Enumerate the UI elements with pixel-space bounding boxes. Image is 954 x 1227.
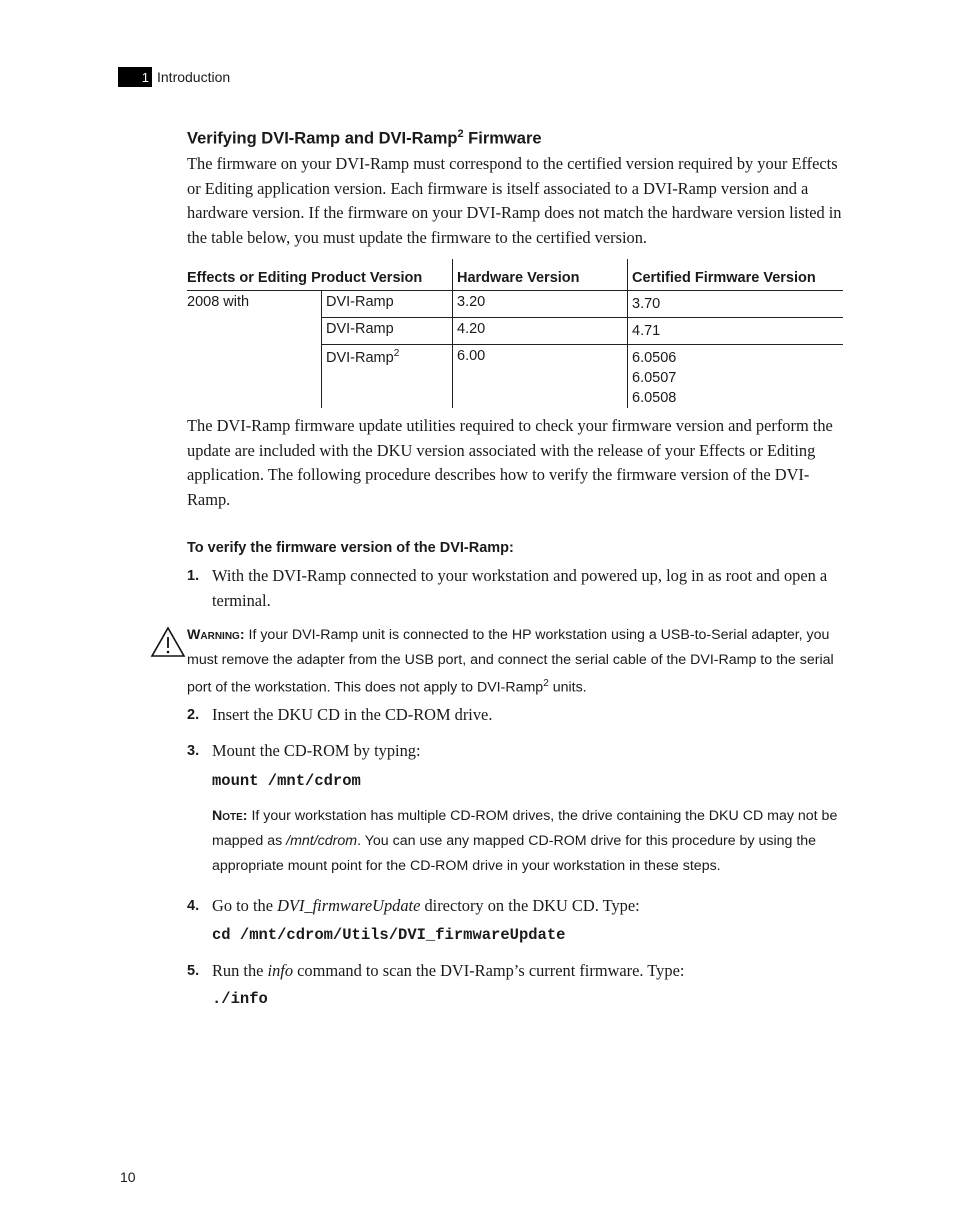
step-text-pre: Go to the (212, 896, 278, 915)
chapter-number-box: 1 (118, 67, 152, 87)
section-title-main: Verifying DVI-Ramp and DVI-Ramp (187, 129, 458, 148)
note-label: Note: (212, 808, 248, 824)
product-cell: 2008 with (187, 294, 250, 310)
firmware-cell (628, 291, 844, 318)
step-text-post: directory on the DKU CD. Type: (420, 896, 640, 915)
section-title-tail: Firmware (463, 129, 542, 148)
note-path: /mnt/cdrom (286, 833, 358, 849)
firmware-version: 6.0507 (632, 370, 677, 386)
step-text (212, 894, 851, 919)
note-text (212, 804, 852, 879)
warning-text (187, 623, 853, 700)
warning-body: If your DVI-Ramp unit is connected to the HP workstation using a USB-to-Serial adapter, you must remove the adapter from the USB port, and connect the serial cable of the DVI-Ramp to the serial port of the workstation. This does not apply to DVI-Ramp (187, 627, 834, 696)
table-row (187, 291, 843, 318)
step-text-emphasis: DVI_firmwareUpdate (277, 896, 421, 915)
step-text-emphasis: info (267, 961, 294, 980)
hardware-cell: 4.20 (453, 318, 628, 345)
step-text: With the DVI-Ramp connected to your workstation and powered up, log in as root and open a terminal. (212, 566, 828, 610)
step-3 (187, 739, 851, 764)
table-header-row (187, 259, 843, 291)
firmware-table (187, 259, 843, 408)
hardware-cell: 3.20 (453, 291, 628, 318)
intro-paragraph: The firmware on your DVI-Ramp must correspond to the certified version required by your Effects or Editing application version. Each firmware is itself associated to a DVI-Ramp version and a hardware version. If the firmware on your DVI-Ramp does not match the hardware version listed in the table below, you must update the firmware to the certified version. (187, 154, 842, 247)
chapter-title: Introduction (157, 69, 231, 85)
step-text: Mount the CD-ROM by typing: (212, 741, 421, 760)
header-product-version: Effects or Editing Product Version (187, 259, 453, 291)
step-text-pre: Run the (212, 961, 268, 980)
step-text (212, 959, 851, 984)
warning-superscript: 2 (543, 678, 549, 689)
header-hardware-version: Hardware Version (453, 259, 628, 291)
step-1 (187, 564, 851, 613)
note-body: If your workstation has multiple CD-ROM drives, the drive containing the DKU CD may not be mapped as (212, 808, 838, 849)
step-number: 5. (187, 963, 200, 979)
firmware-cell (628, 345, 844, 409)
firmware-version: 4.71 (632, 323, 661, 339)
firmware-version: 3.70 (632, 296, 661, 312)
page-number: 10 (120, 1169, 136, 1185)
warning-label: Warning: (187, 627, 245, 643)
procedure-heading: To verify the firmware version of the DVI-Ramp: (187, 540, 514, 556)
step-number: 4. (187, 898, 200, 914)
step-4 (187, 894, 851, 919)
firmware-cell (628, 318, 844, 345)
warning-tail: units. (548, 679, 587, 696)
code-info: ./info (212, 990, 268, 1008)
firmware-version: 6.0508 (632, 390, 677, 406)
device-name: DVI-Ramp (326, 349, 394, 366)
step-5 (187, 959, 851, 984)
step-number: 1. (187, 568, 200, 584)
step-2 (187, 703, 851, 728)
code-cd: cd /mnt/cdrom/Utils/DVI_firmwareUpdate (212, 926, 566, 944)
device-superscript: 2 (393, 348, 400, 359)
note-tail: . You can use any mapped CD-ROM drive for this procedure by using the appropriate mount point for the CD-ROM drive in your workstation in these steps. (212, 833, 817, 874)
warning-triangle-icon (150, 626, 186, 663)
code-mount: mount /mnt/cdrom (212, 772, 361, 790)
device-cell (322, 318, 453, 345)
body-paragraph: The DVI-Ramp firmware update utilities required to check your firmware version and perform the update are included with the DKU version associated with the release of your Effects or Editing application. The following procedure describes how to verify the firmware version of the DVI-Ramp. (187, 416, 833, 509)
step-number: 2. (187, 707, 200, 723)
firmware-version: 6.0506 (632, 350, 677, 366)
section-title-superscript: 2 (457, 128, 464, 140)
hardware-cell: 6.00 (453, 345, 628, 409)
device-name: DVI-Ramp (326, 321, 394, 337)
device-name: DVI-Ramp (326, 294, 394, 310)
device-cell (322, 291, 453, 318)
step-text-post: command to scan the DVI-Ramp’s current firmware. Type: (293, 961, 685, 980)
header-certified-firmware: Certified Firmware Version (628, 259, 844, 291)
section-title (187, 128, 542, 149)
step-number: 3. (187, 743, 200, 759)
device-cell (322, 345, 453, 409)
step-text: Insert the DKU CD in the CD-ROM drive. (212, 705, 493, 724)
running-head (118, 67, 230, 87)
